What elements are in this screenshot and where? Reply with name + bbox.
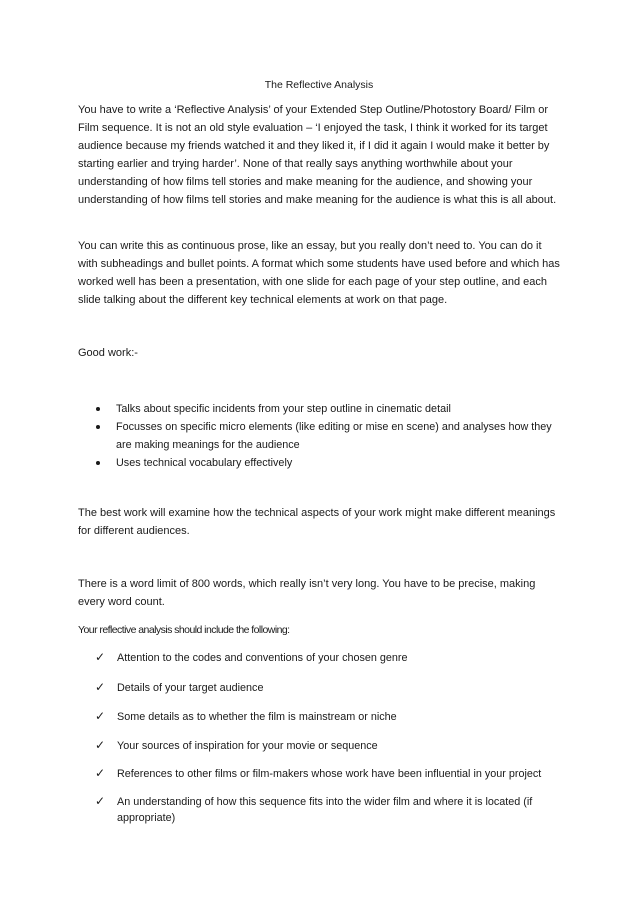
checklist-item-text: Some details as to whether the film is mainstream or niche	[117, 711, 397, 723]
document-title: The Reflective Analysis	[264, 79, 374, 91]
checklist-item	[95, 738, 565, 754]
checkmark-icon: ✓	[95, 794, 106, 808]
checklist-item	[95, 680, 565, 696]
good-work-list	[94, 400, 564, 472]
checklist-item	[95, 766, 565, 782]
checkmark-icon: ✓	[95, 766, 106, 780]
checklist-item	[95, 650, 565, 666]
checklist-item-text: Details of your target audience	[117, 682, 264, 694]
list-item: Uses technical vocabulary effectively	[94, 454, 564, 472]
checkmark-icon: ✓	[95, 680, 106, 694]
checklist-item	[95, 709, 565, 725]
list-item: Talks about specific incidents from your step outline in cinematic detail	[94, 400, 564, 418]
paragraph-intro: You have to write a ‘Reflective Analysis’ of your Extended Step Outline/Photostory Board/ Film or Film sequence. It is not an old style evaluation – ‘I enjoyed the task, I think it worked for its target audience because my friends watched it and they liked it, if I did it again I would make it better by starting earlier and trying harder’. None of that really says anything worthwhile about your understanding of how films tell stories and make meaning for the audience, and showing your understanding of how films tell stories and make meaning for the audience is what this is all about.	[78, 104, 557, 206]
checklist-item-text: An understanding of how this sequence fits into the wider film and where it is located (if appropriate)	[117, 796, 533, 824]
include-heading: Your reflective analysis should include the following:	[78, 624, 290, 636]
list-item: Focusses on specific micro elements (like editing or mise en scene) and analyses how they are making meanings for the audience	[94, 418, 564, 454]
paragraph-format: You can write this as continuous prose, like an essay, but you really don’t need to. You can do it with subheadings and bullet points. A format which some students have used before and which has worked well has been a presentation, with one slide for each page of your step outline, and each slide talking about the different key technical elements at work on that page.	[78, 240, 560, 306]
checkmark-icon: ✓	[95, 709, 106, 723]
checkmark-icon: ✓	[95, 738, 106, 752]
checklist-item-text: Attention to the codes and conventions of your chosen genre	[117, 652, 408, 664]
checklist-item-text: References to other films or film-makers whose work have been influential in your project	[117, 768, 542, 780]
checkmark-icon: ✓	[95, 650, 106, 664]
checklist-item	[95, 794, 565, 826]
paragraph-word-limit: There is a word limit of 800 words, which really isn’t very long. You have to be precise, making every word count.	[78, 578, 536, 608]
checklist-item-text: Your sources of inspiration for your movie or sequence	[117, 740, 378, 752]
paragraph-best-work: The best work will examine how the technical aspects of your work might make different meanings for different audiences.	[78, 507, 556, 537]
good-work-heading: Good work:-	[78, 347, 138, 359]
